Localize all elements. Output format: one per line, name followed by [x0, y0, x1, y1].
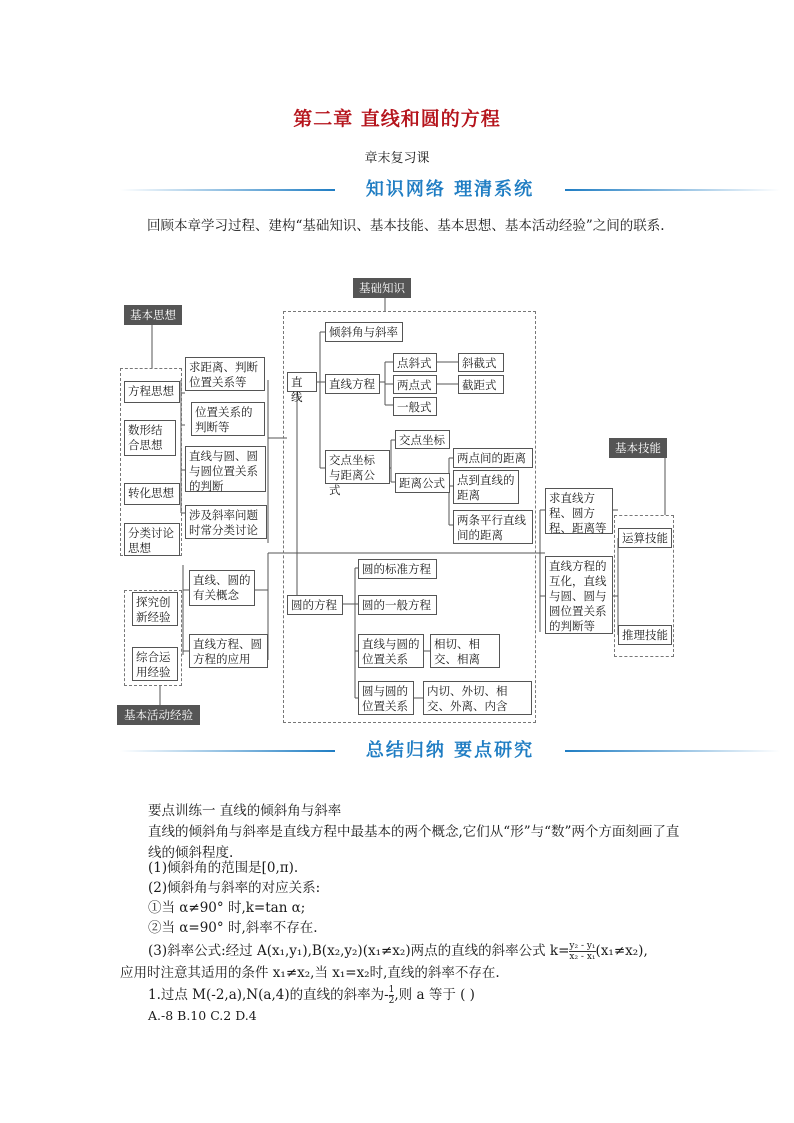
tag-basic-knowledge: 基础知识 — [353, 278, 411, 298]
p6-text-b: (x₁≠x₂), — [595, 943, 648, 959]
box-line-circle-relation: 直线与圆的位置关系 — [358, 634, 424, 668]
banner-bottom — [120, 738, 780, 764]
box-circle-standard: 圆的标准方程 — [358, 559, 437, 579]
slope-fraction-numerator: y₂ - y₁ — [569, 941, 596, 951]
box-circle-equation: 圆的方程 — [287, 595, 343, 615]
q1-fraction-numerator: 1 — [388, 985, 395, 995]
box-compute-skill: 运算技能 — [618, 528, 672, 548]
section-line-p7: 应用时注意其适用的条件 x₁≠x₂,当 x₁=x₂时,直线的斜率不存在. — [120, 965, 500, 981]
section-line-p4: ①当 α≠90° 时,k=tan α; — [148, 900, 306, 916]
tag-basic-skill: 基本技能 — [609, 438, 667, 458]
box-transform-thought: 转化思想 — [124, 483, 180, 505]
banner-top-text: 知识网络 理清系统 — [365, 179, 535, 200]
chapter-title: 第二章 直线和圆的方程 — [293, 108, 501, 130]
box-activity-desc-2: 直线方程、圆方程的应用 — [189, 634, 268, 668]
box-reason-skill: 推理技能 — [618, 625, 672, 645]
box-circle-general: 圆的一般方程 — [358, 595, 437, 615]
section-line-p3: (2)倾斜角与斜率的对应关系: — [148, 880, 321, 896]
box-two-point: 两点式 — [393, 375, 437, 394]
box-intersect-distance: 交点坐标与距离公式 — [325, 450, 390, 484]
box-apply-experience: 综合运用经验 — [132, 647, 178, 681]
q1-text-a: 1.过点 M(-2,a),N(a,4)的直线的斜率为- — [148, 987, 389, 1003]
box-thought-desc-1: 求距离、判断位置关系等 — [185, 357, 265, 391]
question-1 — [148, 984, 688, 1006]
box-thought-desc-2: 位置关系的判断等 — [191, 402, 265, 436]
p1-text: 直线的倾斜角与斜率是直线方程中最基本的两个概念,它们从“形”与“数”两个方面刻画了直线的倾斜程度. — [148, 824, 680, 861]
p6-text-a: (3)斜率公式:经过 A(x₁,y₁),B(x₂,y₂)(x₁≠x₂)两点的直线的斜率公式 k= — [148, 943, 570, 959]
box-circle-circle-relation: 圆与圆的位置关系 — [358, 681, 414, 715]
section-line-p2: (1)倾斜角的范围是[0,π). — [148, 860, 299, 876]
box-classify-thought: 分类讨论思想 — [124, 523, 180, 556]
box-slope-intercept: 斜截式 — [458, 353, 504, 372]
box-point-slope: 点斜式 — [393, 353, 437, 372]
box-point-point-distance: 两点间的距离 — [453, 448, 533, 468]
box-thought-desc-4: 涉及斜率问题时常分类讨论 — [185, 505, 267, 539]
box-explore-experience: 探究创新经验 — [132, 592, 178, 626]
question-1-options: A.-8 B.10 C.2 D.4 — [148, 1008, 257, 1023]
box-thought-desc-3: 直线与圆、圆与圆位置关系的判断 — [185, 446, 266, 492]
intro-paragraph: 回顾本章学习过程、建构“基础知识、基本技能、基本思想、基本活动经验”之间的联系. — [147, 218, 665, 234]
box-line-equation: 直线方程 — [325, 374, 380, 394]
box-equation-thought: 方程思想 — [124, 381, 180, 403]
box-point-line-distance: 点到直线的距离 — [453, 470, 519, 504]
box-activity-desc-1: 直线、圆的有关概念 — [189, 570, 255, 606]
box-combine-thought: 数形结合思想 — [124, 420, 176, 456]
box-skill-desc-2: 直线方程的互化，直线与圆、圆与圆位置关系的判断等 — [545, 556, 613, 634]
subtitle: 章末复习课 — [364, 151, 430, 166]
section-line-p5: ②当 α=90° 时,斜率不存在. — [148, 920, 318, 936]
box-intersect-coord: 交点坐标 — [395, 430, 450, 449]
box-general-form: 一般式 — [393, 397, 437, 416]
slope-fraction-denominator: x₂ - x₁ — [569, 952, 596, 962]
box-intercept: 截距式 — [458, 375, 504, 394]
section-heading: 要点训练一 直线的倾斜角与斜率 — [148, 803, 342, 819]
box-skill-desc-1: 求直线方程、圆方程、距离等 — [545, 488, 613, 534]
tag-basic-activity: 基本活动经验 — [117, 705, 200, 725]
box-circle-circle-types: 内切、外切、相交、外离、内含 — [423, 681, 532, 715]
tag-basic-thought: 基本思想 — [124, 305, 182, 325]
box-parallel-distance: 两条平行直线间的距离 — [453, 510, 533, 544]
banner-bottom-text: 总结归纳 要点研究 — [365, 740, 535, 761]
box-line-circle-types: 相切、相交、相离 — [430, 634, 500, 668]
box-incline-slope: 倾斜角与斜率 — [325, 322, 403, 342]
section-line-p6 — [148, 940, 708, 962]
slope-fraction — [569, 941, 595, 962]
q1-text-b: ,则 a 等于 ( ) — [394, 987, 475, 1003]
box-distance-formula: 距离公式 — [395, 473, 450, 493]
box-line: 直线 — [287, 372, 317, 392]
q1-fraction-denominator: 2 — [388, 996, 395, 1006]
